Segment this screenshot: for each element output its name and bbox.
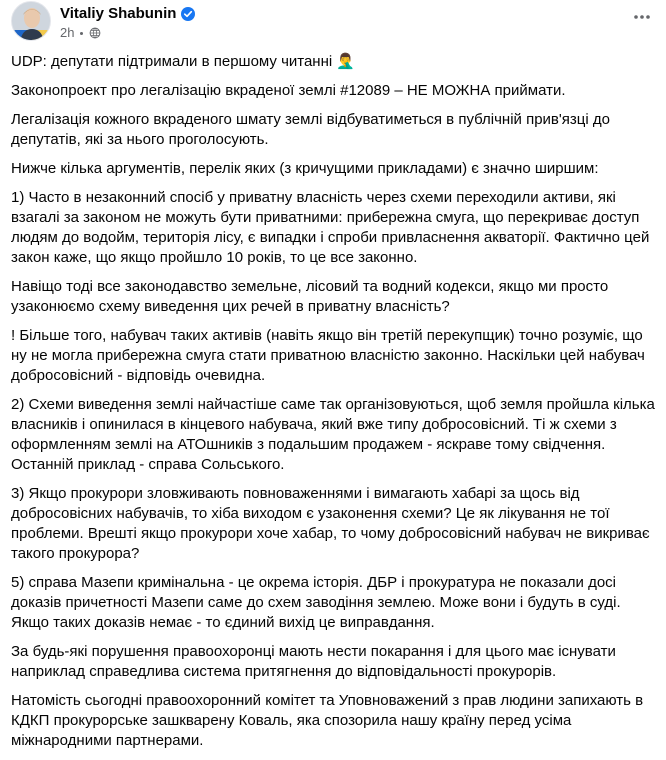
verified-badge-icon bbox=[181, 7, 195, 21]
post-paragraph-1: UDP: депутати підтримали в першому читанні 🤦‍♂️ bbox=[11, 53, 356, 70]
post-paragraph-10: 5) справа Мазепи кримінальна - це окрема історія. ДБР і прокуратура не показали досі доказів причетності Мазепи саме до схем заводіння землею. Може вони і будуть в суді. Якщо таких доказів немає - то єдиний вихід це виправдання. bbox=[11, 574, 625, 631]
post-paragraph-11: За будь-які порушення правоохоронці мають нести покарання і для цього має існувати наприклад справедлива система притягнення до відповідальності прокурорів. bbox=[11, 643, 621, 680]
post-header bbox=[11, 0, 661, 46]
post-time[interactable]: 2h bbox=[60, 25, 75, 40]
post-paragraph-9: 3) Якщо прокурори зловживають повноваженнями і вимагають хабарі за щось від добросовісних набувачів, то хіба виходом є узаконення схеми? Це як лікування не тої проблеми. Врешті якщо прокурори хоче хабар, то чому добросовісний набувач не викриває такого прокурора? bbox=[11, 485, 654, 562]
post-meta bbox=[60, 25, 101, 41]
post-body bbox=[11, 52, 659, 760]
post-paragraph-3: Легалізація кожного вкраденого шмату землі відбуватиметься в публічній прив'язці до депутатів, які за нього проголосують. bbox=[11, 111, 615, 148]
author-name[interactable]: Vitaliy Shabunin bbox=[60, 5, 177, 22]
post-paragraph-6: Навіщо тоді все законодавство земельне, лісовий та водний кодекси, якщо ми просто узаконюємо схему виведення цих речей в приватну власність? bbox=[11, 278, 613, 315]
post-paragraph-4: Нижче кілька аргументів, перелік яких (з кричущими прикладами) є значно ширшим: bbox=[11, 160, 599, 177]
author-avatar[interactable] bbox=[11, 1, 51, 41]
author-line bbox=[60, 5, 195, 23]
post-paragraph-7: ! Більше того, набувач таких активів (навіть якщо він третій перекупщик) точно розуміє, що ну не могла прибережна смуга стати приватною власністю законно. Наскільки цей набувач добросовісний - відповідь очевидна. bbox=[11, 327, 649, 384]
globe-icon[interactable] bbox=[89, 27, 101, 39]
post-paragraph-12: Натомість сьогодні правоохоронний комітет та Уповноважений з прав людини запихають в КДКП прокурорське зашкварену Коваль, яка спозорила нашу країну перед усіма міжнародними партнерами. bbox=[11, 692, 648, 749]
meta-separator bbox=[80, 32, 83, 35]
post-paragraph-8: 2) Схеми виведення землі найчастіше саме так організовуються, щоб земля пройшла кілька власників і опинилася в кінцевого набувача, який вже типу добросовісний. Ті ж схеми з оформленням землі на АТОшників з подальшим продажем - яскраве тому свідчення. Останній приклад - справа Сольського. bbox=[11, 396, 660, 473]
post-paragraph-5: 1) Часто в незаконний спосіб у приватну власність через схеми переходили активи, які взагалі за законом не можуть бути приватними: прибережна смуга, що перекриває доступ людям до водойм, територія лісу, є випадки і спроби привласнення акваторії. Фактично цей закон каже, що якщо пройшло 10 років, то це все законно. bbox=[11, 189, 654, 266]
post-paragraph-2: Законопроект про легалізацію вкраденої землі #12089 – НЕ МОЖНА приймати. bbox=[11, 82, 566, 99]
more-horizontal-icon bbox=[632, 7, 652, 27]
more-options-button[interactable] bbox=[625, 0, 659, 34]
